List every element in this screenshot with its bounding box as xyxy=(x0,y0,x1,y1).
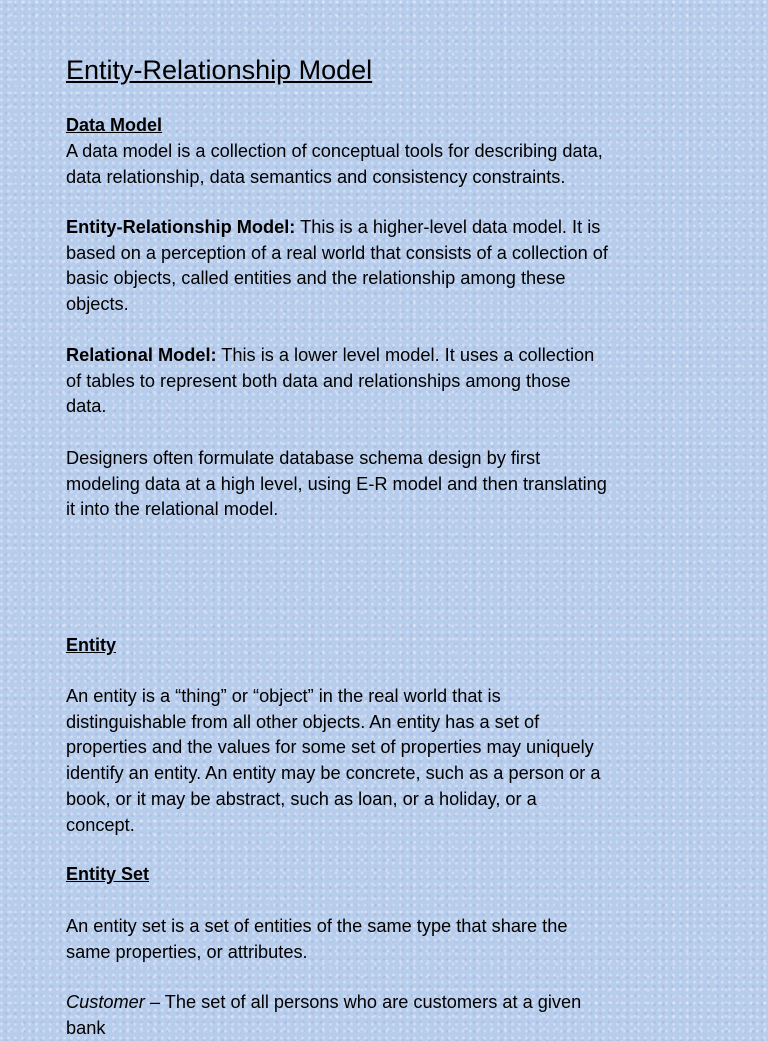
entity-set-heading: Entity Set xyxy=(66,864,150,884)
paragraph-line: based on a perception of a real world that consists of a collection of xyxy=(66,242,608,263)
customer-label: Customer xyxy=(66,992,145,1012)
paragraph-line: data relationship, data semantics and consistency constraints. xyxy=(66,166,566,187)
paragraph-line: bank xyxy=(66,1017,106,1038)
paragraph-line: data. xyxy=(66,396,107,417)
relational-model-label: Relational Model: xyxy=(66,345,217,365)
paragraph-line: it into the relational model. xyxy=(66,499,279,520)
paragraph-line: distinguishable from all other objects. An entity has a set of xyxy=(66,711,540,732)
paragraph-line: A data model is a collection of conceptual tools for describing data, xyxy=(66,141,603,161)
paragraph-line: same properties, or attributes. xyxy=(66,941,308,962)
paragraph-line: This is a higher-level data model. It is xyxy=(295,217,601,237)
relational-model-paragraph xyxy=(66,343,706,420)
paragraph-line: book, or it may be abstract, such as loan, or a holiday, or a xyxy=(66,788,537,809)
data-model-heading: Data Model xyxy=(66,115,163,135)
paragraph-line: objects. xyxy=(66,294,129,315)
entity-heading: Entity xyxy=(66,635,117,655)
paragraph-line: concept. xyxy=(66,814,135,835)
er-model-paragraph xyxy=(66,215,706,318)
paragraph-line: of tables to represent both data and relationships among those xyxy=(66,370,571,391)
designers-paragraph xyxy=(66,446,706,523)
paragraph-line: Designers often formulate database schema design by first xyxy=(66,448,541,468)
paragraph-line: modeling data at a high level, using E-R model and then translating xyxy=(66,473,607,494)
paragraph-line: properties and the values for some set of properties may uniquely xyxy=(66,737,594,758)
customer-paragraph xyxy=(66,990,706,1041)
document-title: Entity-Relationship Model xyxy=(66,55,373,85)
paragraph-line: – The set of all persons who are customers at a given xyxy=(144,992,582,1012)
entity-paragraph xyxy=(66,684,706,838)
paragraph-line: An entity set is a set of entities of the same type that share the xyxy=(66,916,568,936)
paragraph-line: basic objects, called entities and the relationship among these xyxy=(66,268,566,289)
paragraph-line: An entity is a “thing” or “object” in the real world that is xyxy=(66,686,501,706)
data-model-paragraph xyxy=(66,139,706,190)
paragraph-line: identify an entity. An entity may be concrete, such as a person or a xyxy=(66,763,601,784)
er-model-label: Entity-Relationship Model: xyxy=(66,217,296,237)
entity-set-paragraph xyxy=(66,914,706,965)
paragraph-line: This is a lower level model. It uses a collection xyxy=(216,345,595,365)
